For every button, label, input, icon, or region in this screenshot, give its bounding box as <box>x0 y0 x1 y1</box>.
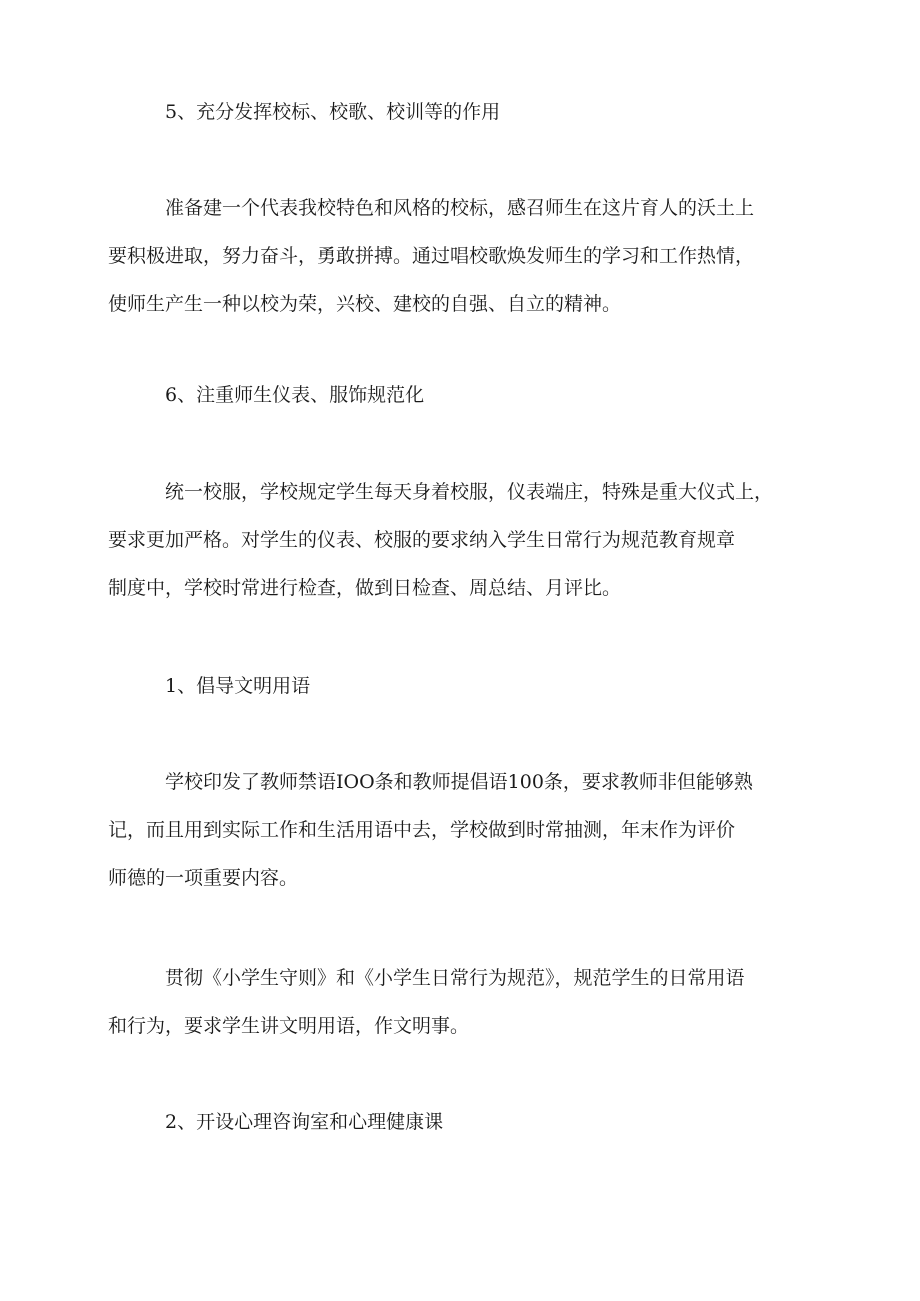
section-6-heading: 6、注重师生仪表、服饰规范化 <box>165 384 425 406</box>
paragraph-line: 贯彻《小学生守则》和《小学生日常行为规范》，规范学生的日常用语 <box>165 967 745 989</box>
paragraph-line: 使师生产生一种以校为荣，兴校、建校的自强、自立的精神。 <box>108 293 622 315</box>
section-1-paragraph-2 <box>108 954 808 1050</box>
paragraph-line: 要积极进取，努力奋斗，勇敢拼搏。通过唱校歌焕发师生的学习和工作热情， <box>108 245 755 267</box>
section-6-paragraph <box>108 468 808 612</box>
paragraph-line: 记，而且用到实际工作和生活用语中去，学校做到时常抽测，年末作为评价 <box>108 819 736 841</box>
paragraph-line: 制度中，学校时常进行检查，做到日检查、周总结、月评比。 <box>108 577 622 599</box>
paragraph-line: 学校印发了教师禁语IOO条和教师提倡语100条，要求教师非但能够熟 <box>165 771 753 793</box>
paragraph-line: 师德的一项重要内容。 <box>108 867 299 889</box>
section-5-heading: 5、充分发挥校标、校歌、校训等的作用 <box>165 101 501 123</box>
section-1-paragraph-1 <box>108 758 808 902</box>
paragraph-line: 要求更加严格。对学生的仪表、校服的要求纳入学生日常行为规范教育规章 <box>108 529 736 551</box>
paragraph-line: 准备建一个代表我校特色和风格的校标，感召师生在这片育人的沃土上 <box>165 197 755 219</box>
paragraph-line: 和行为，要求学生讲文明用语，作文明事。 <box>108 1015 470 1037</box>
section-1-heading: 1、倡导文明用语 <box>165 675 311 697</box>
section-2-heading: 2、开设心理咨询室和心理健康课 <box>165 1111 444 1133</box>
section-5-paragraph <box>108 184 808 328</box>
paragraph-line: 统一校服，学校规定学生每天身着校服，仪表端庄，特殊是重大仪式上， <box>165 481 774 503</box>
